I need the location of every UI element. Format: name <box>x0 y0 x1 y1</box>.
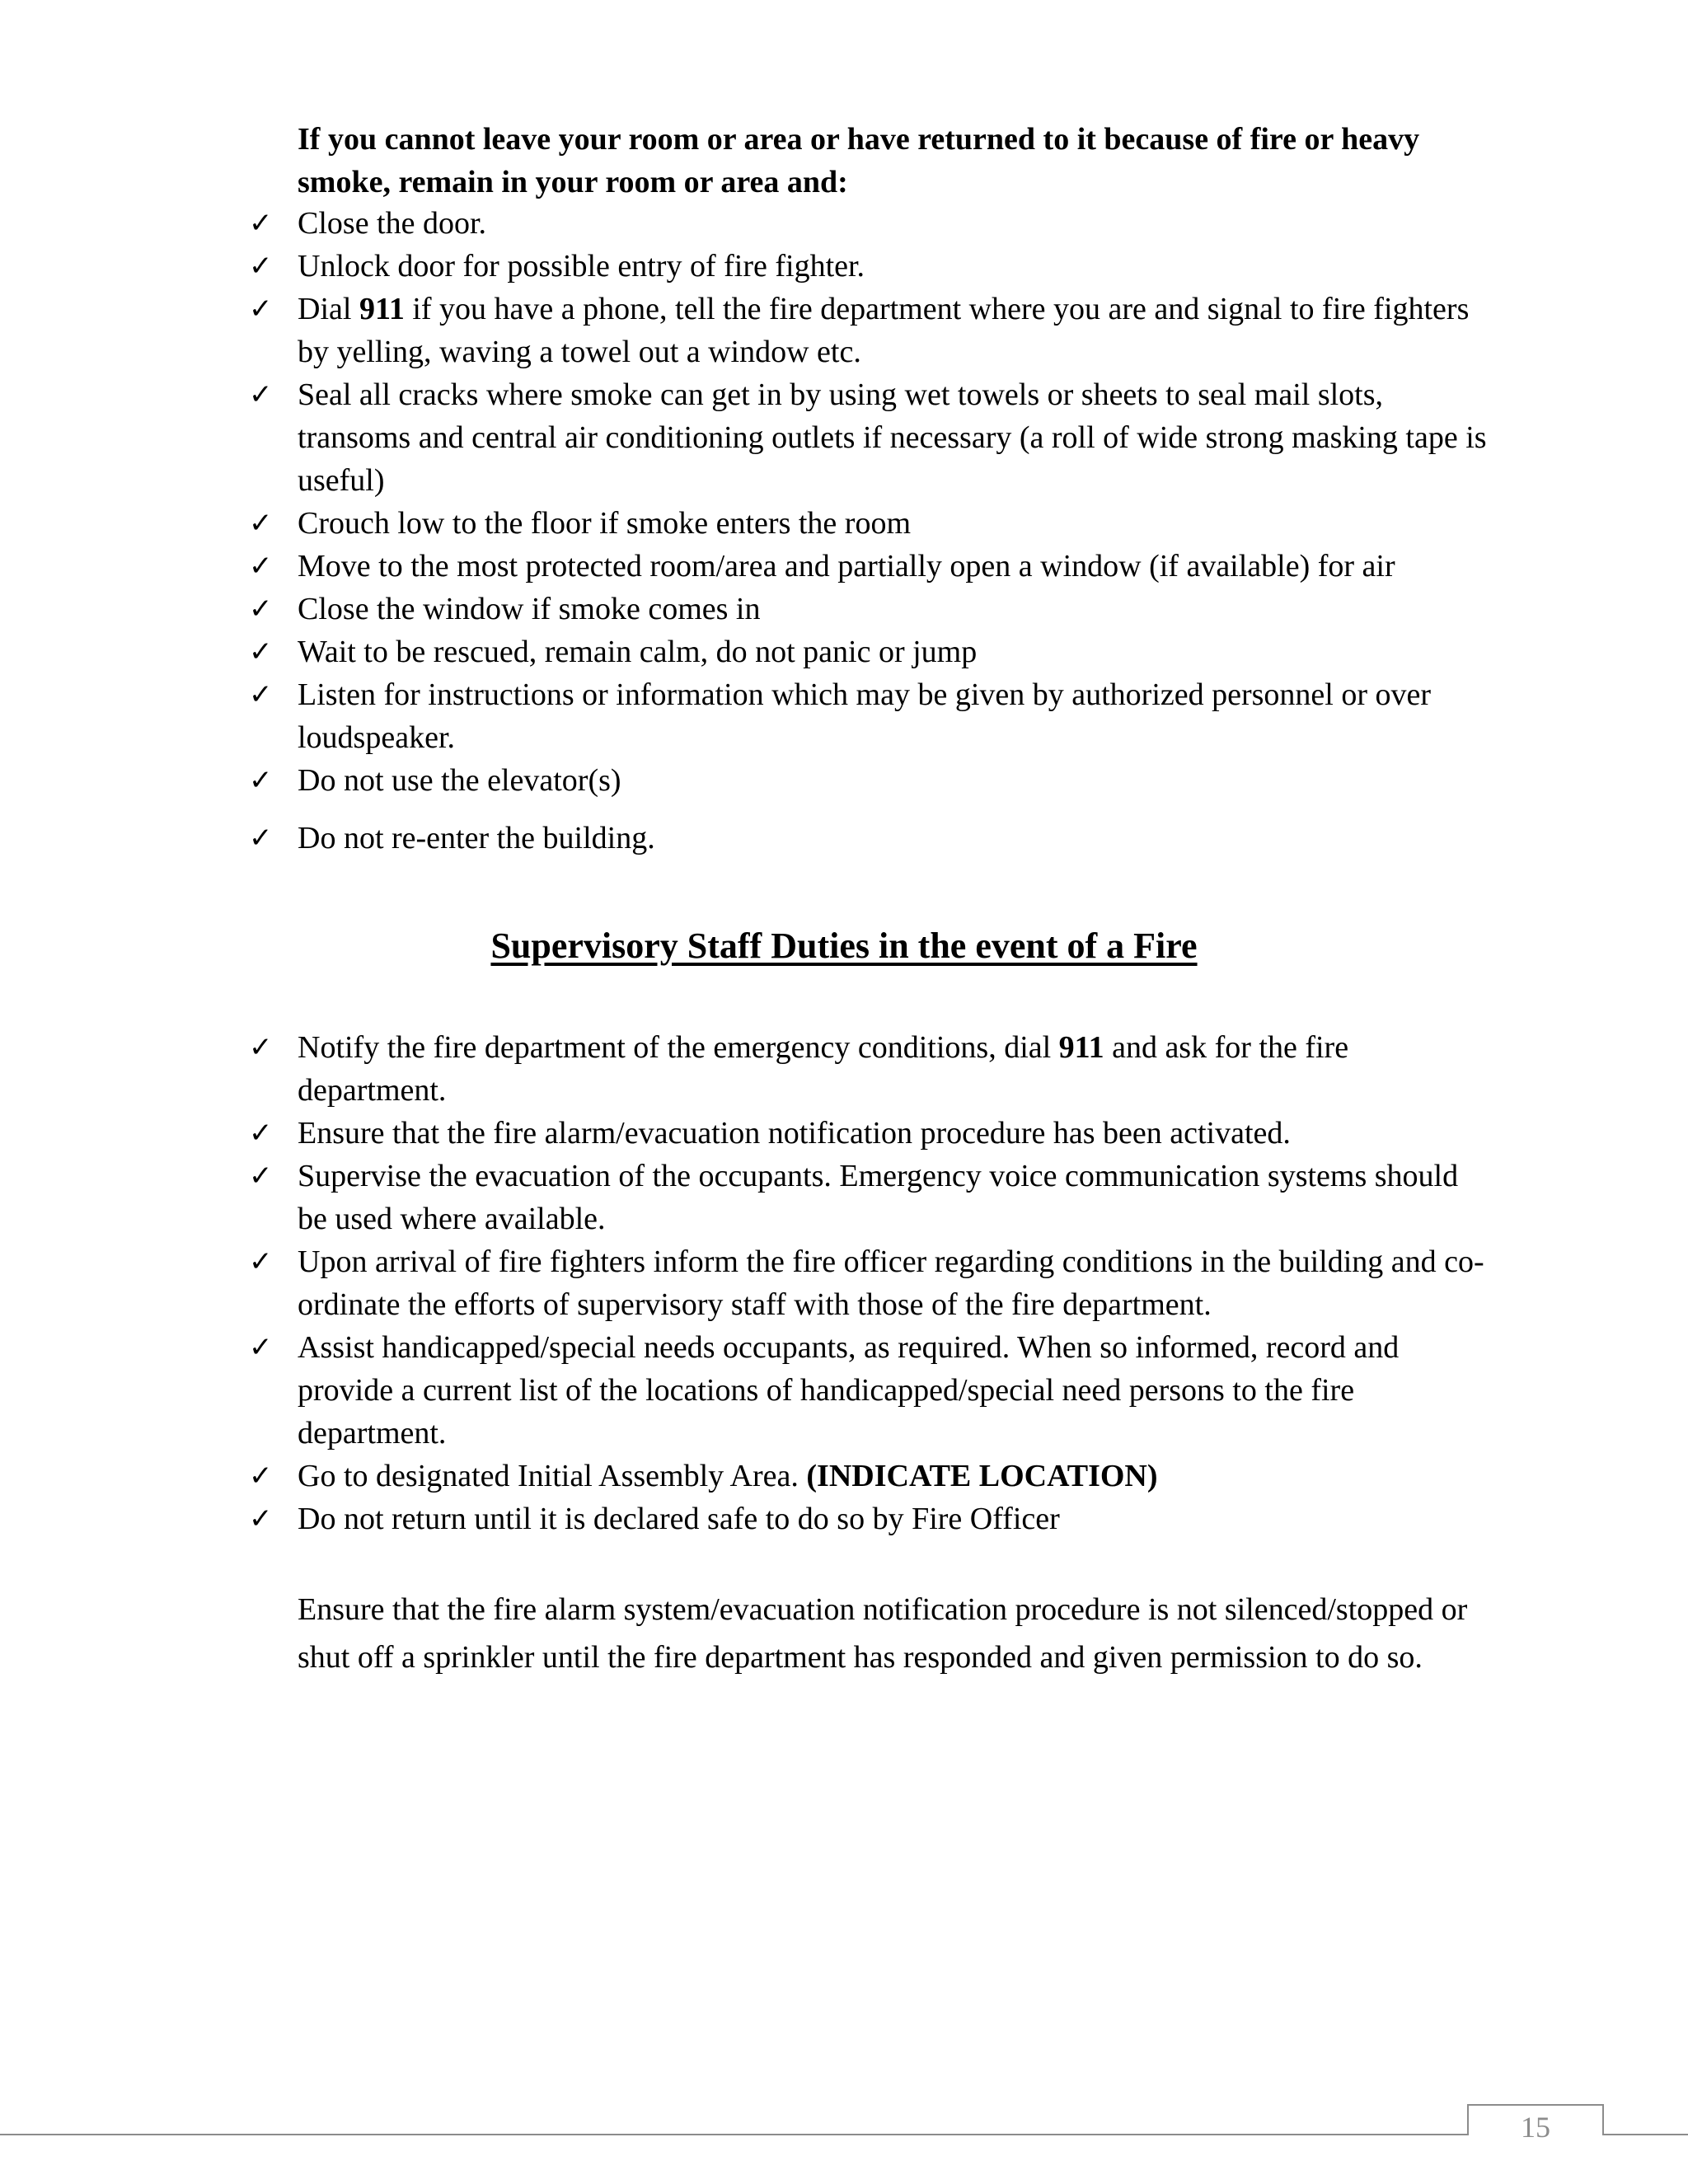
check-mark-icon: ✓ <box>249 293 273 326</box>
list-item-text <box>298 292 1469 369</box>
check-mark-icon: ✓ <box>249 678 273 711</box>
check-mark-icon: ✓ <box>249 822 273 855</box>
check-mark-icon: ✓ <box>249 1160 273 1193</box>
list-item-text <box>298 592 760 626</box>
text-run: if you have a phone, tell the fire department where you are and signal to fire fighters by yelling, waving a towel out a window etc. <box>298 292 1470 369</box>
list-item-text <box>298 677 1431 755</box>
supervisory-duties-checklist <box>249 1026 1493 1540</box>
text-run: Seal all cracks where smoke can get in by using wet towels or sheets to seal mail slots, transoms and central air conditioning outlets if necessary (a roll of wide strong masking tape is useful) <box>298 377 1487 498</box>
text-run: Do not return until it is declared safe to do so by Fire Officer <box>298 1502 1060 1536</box>
check-mark-icon: ✓ <box>249 593 273 626</box>
list-item-text <box>298 549 1395 583</box>
text-run: Listen for instructions or information which may be given by authorized personnel or over loudspeaker. <box>298 677 1432 755</box>
list-item <box>249 1455 1493 1497</box>
list-item-text <box>298 377 1487 498</box>
intro-instruction: If you cannot leave your room or area or have returned to it because of fire or heavy smoke, remain in your room or area and: <box>298 122 1420 199</box>
list-item-text <box>298 821 655 855</box>
text-run: Notify the fire department of the emergency conditions, dial <box>298 1030 1059 1065</box>
list-item <box>249 630 1493 673</box>
list-item <box>249 1026 1493 1112</box>
text-run: Close the door. <box>298 206 487 241</box>
footer-rule-left <box>0 2134 1468 2135</box>
check-mark-icon: ✓ <box>249 1502 273 1535</box>
check-mark-icon: ✓ <box>249 1331 273 1364</box>
check-mark-icon: ✓ <box>249 550 273 583</box>
check-mark-icon: ✓ <box>249 1460 273 1493</box>
check-mark-icon: ✓ <box>249 1245 273 1278</box>
text-run: Crouch low to the floor if smoke enters the room <box>298 506 912 541</box>
text-run: Do not re-enter the building. <box>298 821 655 855</box>
text-run: Ensure that the fire alarm/evacuation notification procedure has been activated. <box>298 1116 1291 1151</box>
list-item <box>249 817 1493 860</box>
list-item-text <box>298 1030 1348 1108</box>
list-item-text <box>298 1459 1158 1493</box>
list-item-text <box>298 1330 1399 1451</box>
check-mark-icon: ✓ <box>249 635 273 668</box>
text-run: and ask for the fire department. <box>298 1030 1349 1108</box>
list-item <box>249 373 1493 502</box>
text-run: Assist handicapped/special needs occupants, as required. When so informed, record and provide a current list of the locations of handicapped/special need persons to the fire department. <box>298 1330 1400 1451</box>
list-item-text <box>298 1502 1060 1536</box>
page-number: 15 <box>1521 2111 1550 2144</box>
closing-paragraph: Ensure that the fire alarm system/evacuation notification procedure is not silenced/stopped or shut off a sprinkler until the fire department has responded and given permission to do so. <box>298 1592 1468 1675</box>
list-item-text <box>298 249 865 284</box>
list-item-text <box>298 506 911 541</box>
check-mark-icon: ✓ <box>249 1117 273 1150</box>
list-item-text <box>298 1244 1484 1322</box>
list-item <box>249 1112 1493 1155</box>
text-run: Go to designated Initial Assembly Area. <box>298 1459 807 1493</box>
text-run: Supervise the evacuation of the occupants. Emergency voice communication systems should be used where available. <box>298 1159 1459 1236</box>
list-item-text <box>298 1159 1458 1236</box>
list-item <box>249 1497 1493 1540</box>
check-mark-icon: ✓ <box>249 1031 273 1064</box>
list-item <box>249 1155 1493 1240</box>
emphasized-text: 911 <box>1058 1030 1104 1065</box>
text-run: Upon arrival of fire fighters inform the fire officer regarding conditions in the building and co-ordinate the efforts of supervisory staff with those of the fire department. <box>298 1244 1484 1322</box>
list-item <box>249 545 1493 588</box>
check-mark-icon: ✓ <box>249 507 273 540</box>
emphasized-text: 911 <box>359 292 405 326</box>
footer-rule-right <box>1601 2134 1688 2135</box>
check-mark-icon: ✓ <box>249 378 273 411</box>
text-run: Unlock door for possible entry of fire fighter. <box>298 249 865 284</box>
list-item-text <box>298 763 621 798</box>
list-item <box>249 1240 1493 1326</box>
text-run: Move to the most protected room/area and partially open a window (if available) for air <box>298 549 1395 583</box>
list-item-text <box>298 206 486 241</box>
text-run: Wait to be rescued, remain calm, do not panic or jump <box>298 635 978 669</box>
list-item <box>249 502 1493 545</box>
text-run: Dial <box>298 292 359 326</box>
check-mark-icon: ✓ <box>249 250 273 283</box>
list-item <box>249 759 1493 802</box>
list-item <box>249 245 1493 288</box>
emphasized-text: (INDICATE LOCATION) <box>806 1459 1158 1493</box>
list-item <box>249 202 1493 245</box>
section-heading: Supervisory Staff Duties in the event of a Fire <box>490 926 1198 966</box>
list-item <box>249 1326 1493 1455</box>
room-shelter-checklist <box>249 202 1493 860</box>
text-run: Close the window if smoke comes in <box>298 592 761 626</box>
list-item <box>249 588 1493 630</box>
check-mark-icon: ✓ <box>249 764 273 797</box>
list-item <box>249 673 1493 759</box>
list-item <box>249 288 1493 373</box>
check-mark-icon: ✓ <box>249 207 273 240</box>
text-run: Do not use the elevator(s) <box>298 763 621 798</box>
list-item-text <box>298 635 977 669</box>
list-item-text <box>298 1116 1291 1151</box>
